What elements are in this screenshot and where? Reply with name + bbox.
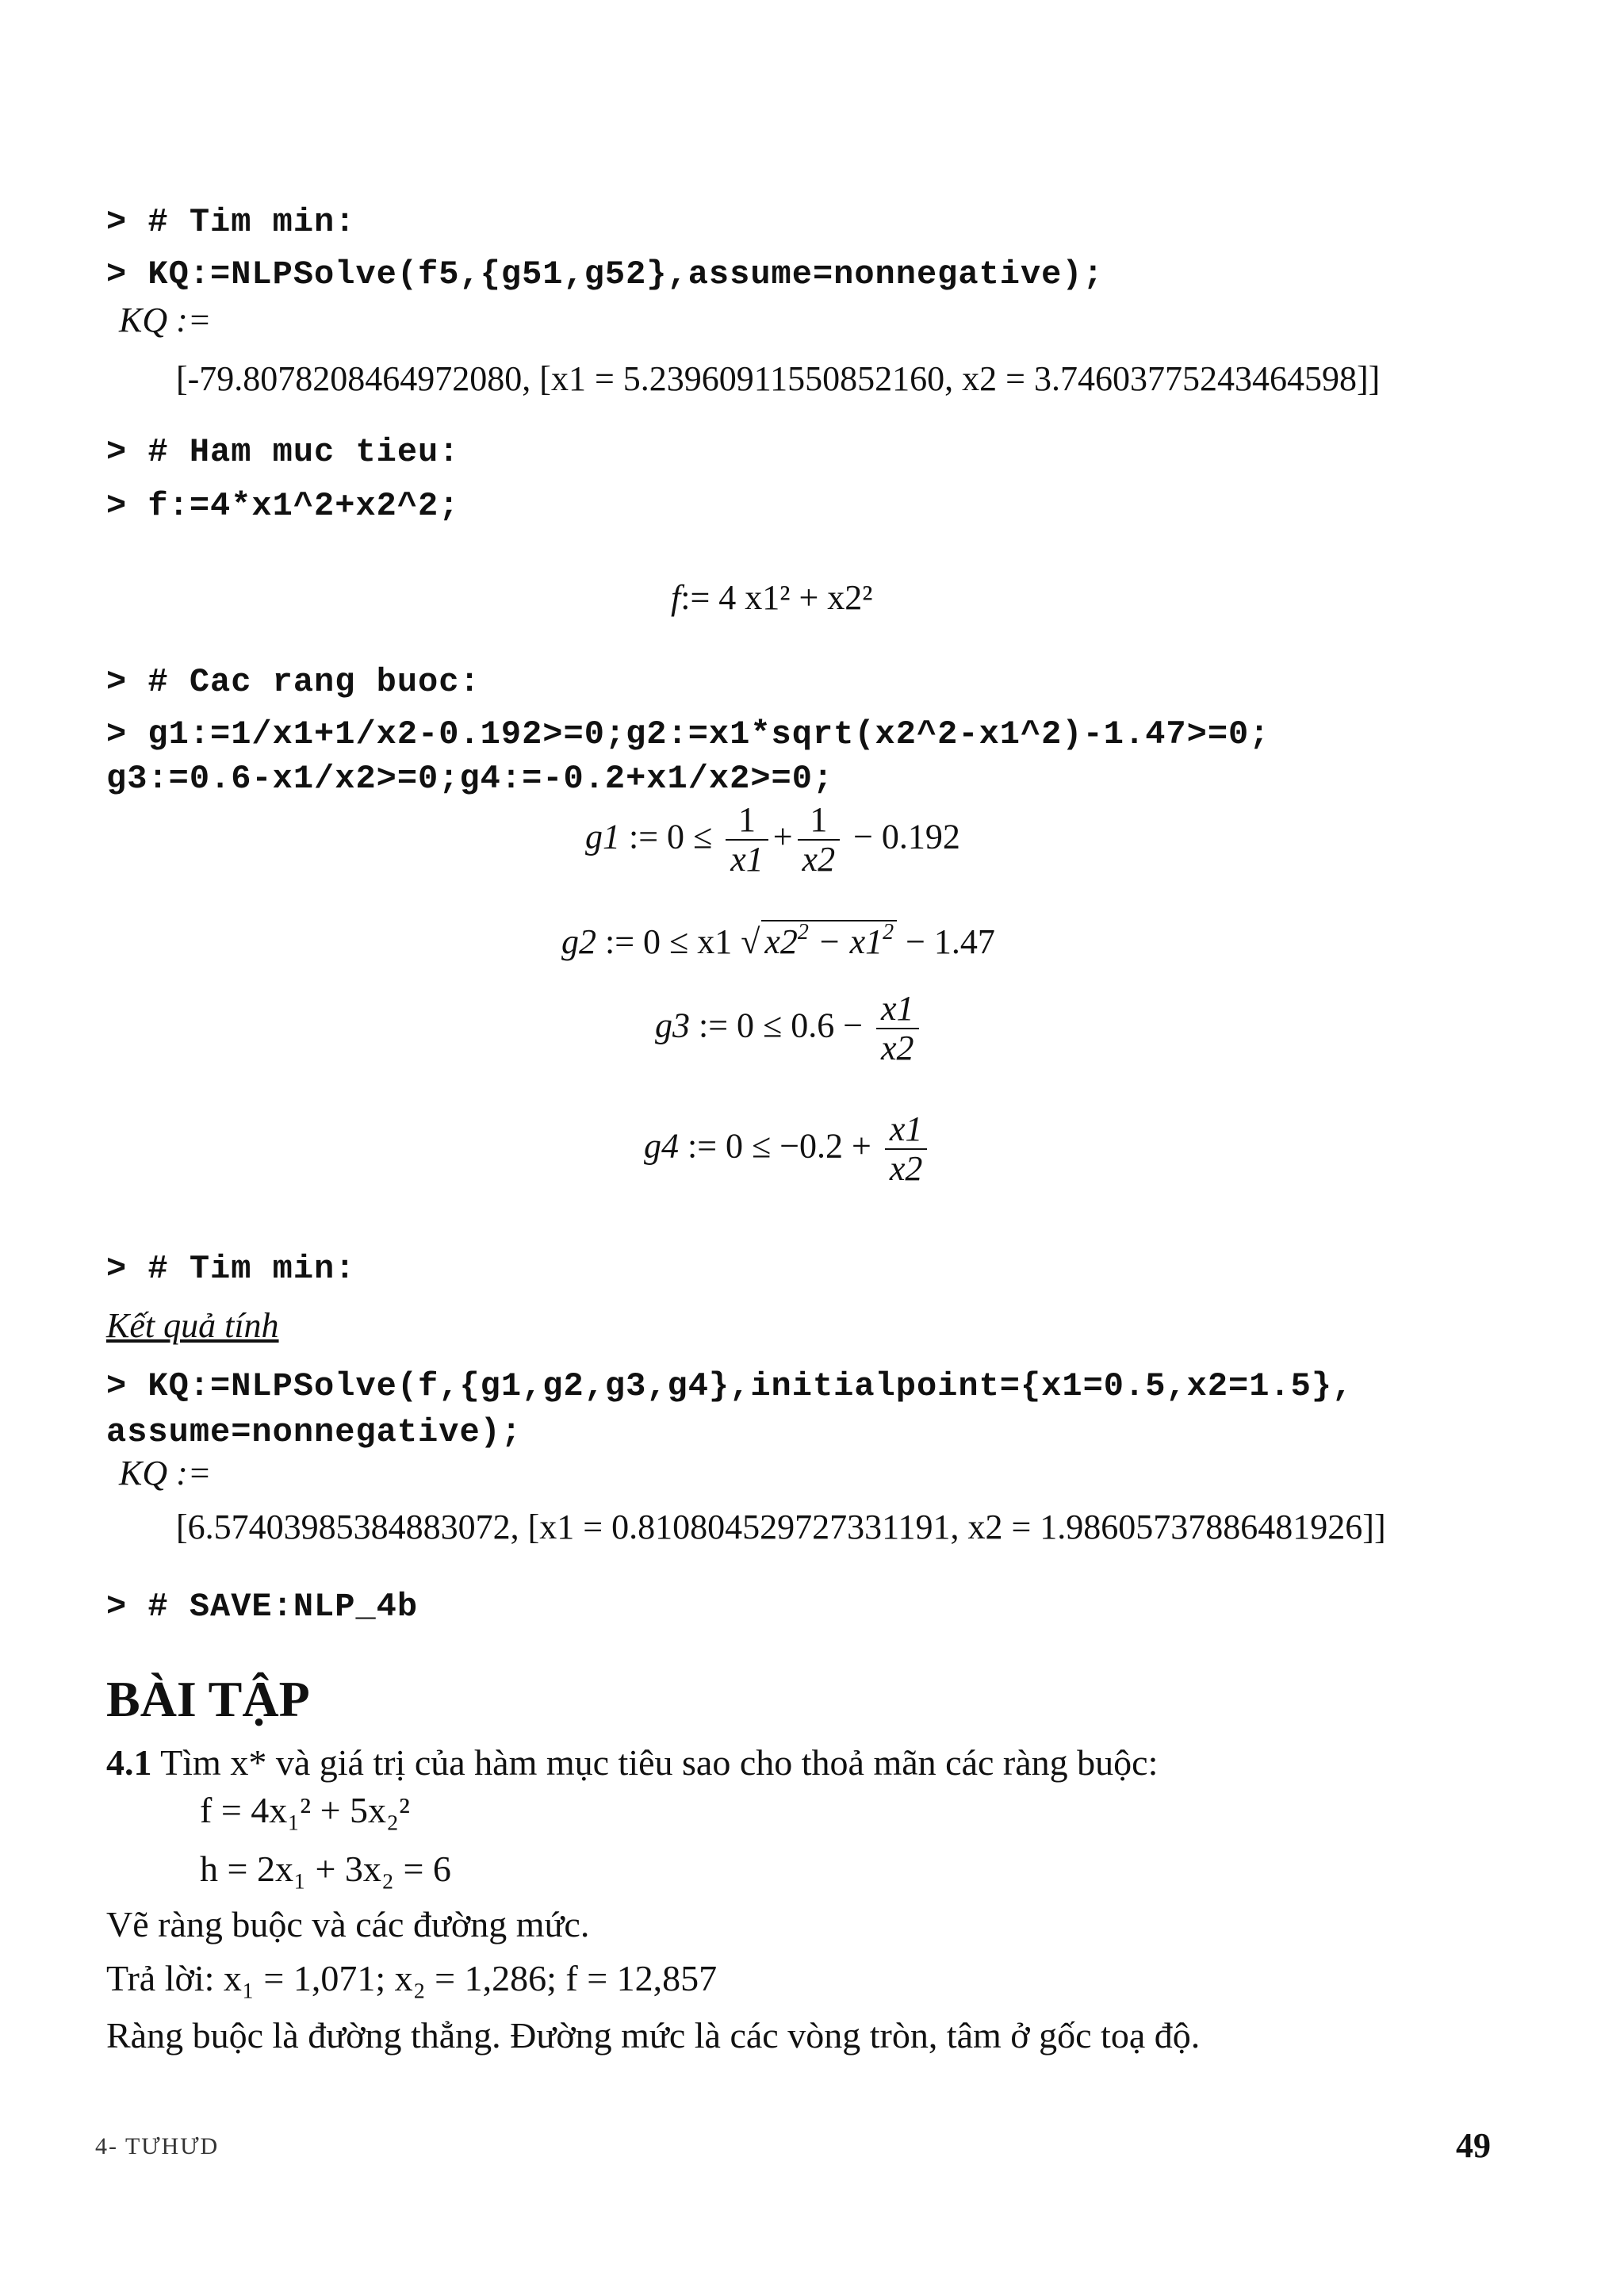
maple-command-nlpsolve-1: > KQ:=NLPSolve(f5,{g51,g52},assume=nonnegative); bbox=[106, 255, 1104, 293]
g4-output bbox=[644, 1110, 932, 1189]
result-1: [-79.8078208464972080, [x1 = 5.23960911550852160, x2 = 3.74603775243464598]] bbox=[176, 359, 1381, 398]
g1-output: g1 := 0 ≤ $\frac{1}{x1}$ + $\frac{1}{x2}$ − 0.192 bbox=[585, 800, 960, 879]
f-output bbox=[671, 577, 872, 618]
maple-comment-cac-rang-buoc: > # Cac rang buoc: bbox=[106, 663, 481, 701]
g1-frac-x1: $\frac{1}{x1}$ bbox=[726, 801, 768, 879]
exercise-question-text: Tìm x* và giá trị của hàm mục tiêu sao cho thoả mãn các ràng buộc: bbox=[160, 1742, 1159, 1783]
exercise-4-1-question bbox=[106, 1741, 1158, 1784]
g4-frac: $\frac{x1}{x2}$ bbox=[885, 1110, 928, 1189]
maple-command-g1-g2: > g1:=1/x1+1/x2-0.192>=0;g2:=x1*sqrt(x2^2-x1^2)-1.47>=0; bbox=[106, 715, 1270, 753]
g1-frac-x2: $\frac{1}{x2}$ bbox=[798, 801, 841, 879]
footer-left: 4- TƯHƯD bbox=[95, 2133, 220, 2159]
maple-command-nlpsolve-2-cont: assume=nonnegative); bbox=[106, 1413, 523, 1451]
g3-frac: $\frac{x1}{x2}$ bbox=[876, 990, 919, 1068]
note-text: Ràng buộc là đường thẳng. Đường mức là các vòng tròn, tâm ở gốc toạ độ. bbox=[106, 2015, 1201, 2056]
f-rhs: := 4 x1² + x2² bbox=[680, 578, 873, 617]
g2-output bbox=[561, 920, 995, 962]
instruction-text: Vẽ ràng buộc và các đường mức. bbox=[106, 1904, 590, 1944]
result-2: [6.57403985384883072, [x1 = 0.810804529727331191, x2 = 1.98605737886481926]] bbox=[176, 1508, 1386, 1546]
objective-equation: f = 4x₁² + 5x₂² bbox=[200, 1790, 410, 1830]
f-symbol: f bbox=[671, 578, 681, 617]
page-number: 49 bbox=[1456, 2126, 1491, 2165]
section-heading-bai-tap: BÀI TẬP bbox=[106, 1671, 310, 1727]
kq-label-2: KQ := bbox=[119, 1454, 212, 1492]
g2-name: g2 bbox=[561, 922, 596, 961]
g1-tail: − 0.192 bbox=[853, 817, 960, 856]
maple-comment-ham-muc-tieu: > # Ham muc tieu: bbox=[106, 433, 460, 471]
ket-qua-tinh-label: Kết quả tính bbox=[106, 1306, 279, 1345]
maple-command-f: > f:=4*x1^2+x2^2; bbox=[106, 487, 460, 525]
maple-command-g3-g4: g3:=0.6-x1/x2>=0;g4:=-0.2+x1/x2>=0; bbox=[106, 760, 834, 798]
g3-output bbox=[655, 990, 924, 1068]
g3-prefix: := 0 ≤ 0.6 − bbox=[699, 1006, 864, 1045]
maple-comment-save: > # SAVE:NLP_4b bbox=[106, 1588, 419, 1626]
g3-name: g3 bbox=[655, 1006, 690, 1045]
g1-prefix: := 0 ≤ bbox=[629, 817, 713, 856]
g2-prefix: := 0 ≤ x1 bbox=[605, 922, 733, 961]
answer-text: Trả lời: x₁ = 1,071; x₂ = 1,286; f = 12,857 bbox=[106, 1958, 718, 1998]
g1-name: g1 bbox=[585, 817, 620, 856]
g4-name: g4 bbox=[644, 1126, 679, 1166]
sqrt-radicand: $x2^2 - x1^2$ bbox=[761, 920, 897, 962]
exercise-number: 4.1 bbox=[106, 1742, 152, 1783]
maple-comment-tim-min-1: > # Tim min: bbox=[106, 203, 356, 241]
constraint-equation: h = 2x₁ + 3x₂ = 6 bbox=[200, 1849, 451, 1889]
g2-tail: − 1.47 bbox=[906, 922, 995, 961]
maple-command-nlpsolve-2: > KQ:=NLPSolve(f,{g1,g2,g3,g4},initialpoint={x1=0.5,x2=1.5}, bbox=[106, 1367, 1354, 1405]
g4-prefix: := 0 ≤ −0.2 + bbox=[688, 1126, 871, 1166]
kq-label-1: KQ := bbox=[119, 301, 212, 339]
sqrt-sign: √ bbox=[741, 922, 760, 961]
maple-comment-tim-min-2: > # Tim min: bbox=[106, 1250, 356, 1288]
